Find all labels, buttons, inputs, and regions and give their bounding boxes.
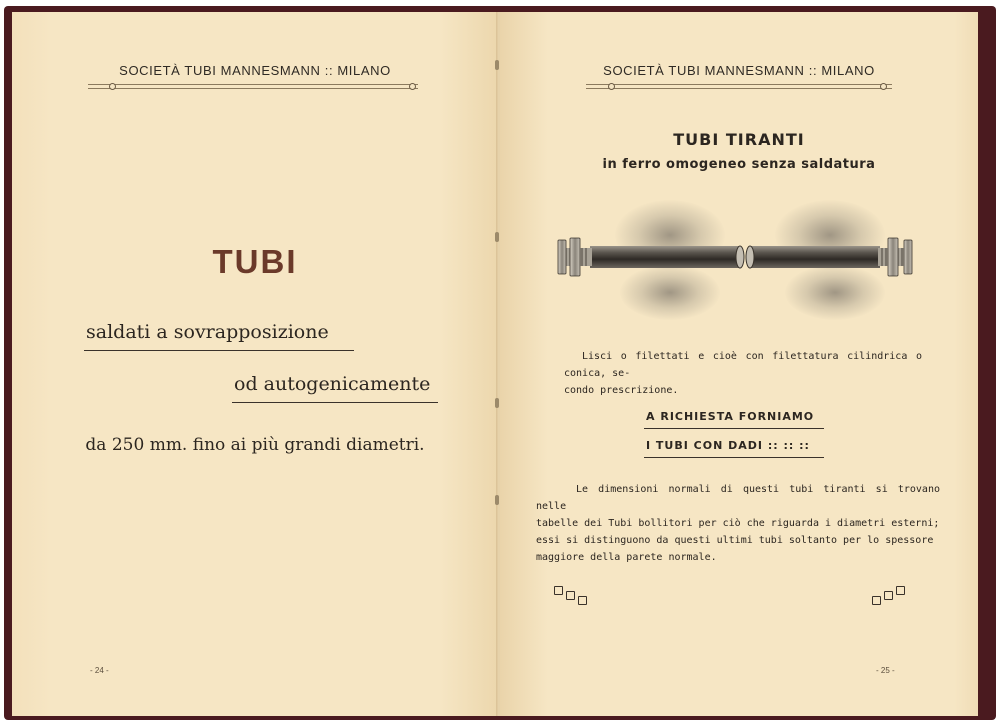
body-line: Le dimensioni normali di questi tubi tiranti si trovano nelle [536,484,940,512]
binding-stitch [495,60,499,70]
body-line: tabelle dei Tubi bollitori per ciò che riguarda i diametri esterni; [536,518,940,529]
tie-rod-tubes-illustration [540,190,940,320]
caption-line: Lisci o filettati e cioè con filettatura cilindrica o conica, se- [564,351,922,379]
right-page [500,12,978,716]
header-rule [88,88,418,89]
header-rule [88,84,418,85]
caption-paragraph [564,348,922,399]
binding-stitch [495,495,499,505]
body-line: essi si distinguono da questi ultimi tubi soltanto per lo spessore [536,535,934,546]
page-title: TUBI TIRANTI [673,130,805,149]
request-underline [644,457,824,458]
header-rule [586,84,892,85]
left-page [12,12,498,716]
subtitle-underline [84,350,354,351]
left-page-header: SOCIETÀ TUBI MANNESMANN :: MILANO [119,63,391,78]
request-underline [644,428,824,429]
ornament-ring [880,83,887,90]
diameter-range: da 250 mm. fino ai più grandi diametri. [85,435,425,455]
page-number: - 25 - [876,666,895,675]
request-heading-line-1: A RICHIESTA FORNIAMO [646,410,815,423]
header-rule [586,88,892,89]
ornament-ring [409,83,416,90]
page-title: TUBI [212,243,298,280]
subtitle-line-2: od autogenicamente [234,373,431,395]
page-number: - 24 - [90,666,109,675]
tubes-svg [540,190,940,320]
page-subtitle: in ferro omogeneo senza saldatura [602,157,876,172]
right-page-header: SOCIETÀ TUBI MANNESMANN :: MILANO [603,63,875,78]
caption-line: condo prescrizione. [564,385,679,396]
subtitle-line-1: saldati a sovrapposizione [86,321,329,343]
binding-stitch [495,398,499,408]
ornament-ring [109,83,116,90]
body-line: maggiore della parete normale. [536,552,717,563]
request-heading-line-2: I TUBI CON DADI :: :: :: [646,439,810,452]
binding-stitch [495,232,499,242]
body-paragraph [536,481,940,566]
ornament-ring [608,83,615,90]
subtitle-underline [232,402,438,403]
